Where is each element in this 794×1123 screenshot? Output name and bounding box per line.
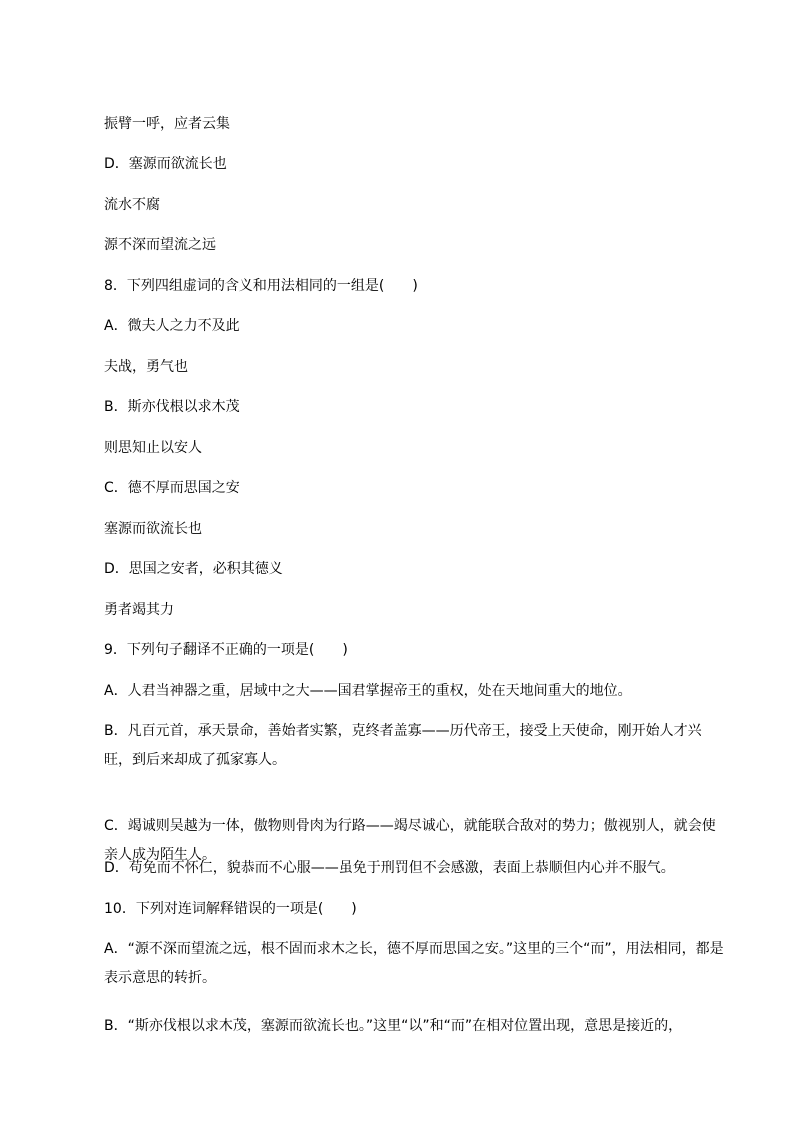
text-line: 塞源而欲流长也 bbox=[104, 521, 202, 537]
option-d: D．塞源而欲流长也 bbox=[104, 156, 227, 172]
question-10: 10．下列对连词解释错误的一项是( ) bbox=[104, 901, 357, 917]
option-d: D．思国之安者，必积其德义 bbox=[104, 561, 283, 577]
option-b: B．斯亦伐根以求木茂 bbox=[104, 399, 240, 415]
text-line: 源不深而望流之远 bbox=[104, 237, 216, 253]
option-a: A．微夫人之力不及此 bbox=[104, 318, 240, 334]
option-c: C．德不厚而思国之安 bbox=[104, 480, 240, 496]
question-9: 9．下列句子翻译不正确的一项是( ) bbox=[104, 642, 348, 658]
text-line: 振臂一呼，应者云集 bbox=[104, 116, 230, 132]
option-a: A．“源不深而望流之远，根不固而求木之长，德不厚而思国之安。”这里的三个“而”，用法相同，都是表示意思的转折。 bbox=[104, 941, 724, 986]
option-a: A．人君当神器之重，居域中之大——国君掌握帝王的重权，处在天地间重大的地位。 bbox=[104, 683, 632, 699]
text-line: 流水不腐 bbox=[104, 197, 160, 213]
question-8: 8．下列四组虚词的含义和用法相同的一组是( ) bbox=[104, 278, 418, 294]
option-c: C．竭诚则吴越为一体，傲物则骨肉为行路——竭尽诚心，就能联合敌对的势力；傲视别人，就会使亲人成为陌生人。 bbox=[104, 818, 716, 863]
option-d: D．苟免而不怀仁，貌恭而不心服——虽免于刑罚但不会感激，表面上恭顺但内心并不服气。 bbox=[104, 860, 675, 876]
text-line: 夫战，勇气也 bbox=[104, 359, 188, 375]
option-b: B．凡百元首，承天景命，善始者实繁，克终者盖寡——历代帝王，接受上天使命，刚开始人才兴旺，到后来却成了孤家寡人。 bbox=[104, 723, 702, 768]
option-b: B．“斯亦伐根以求木茂，塞源而欲流长也。”这里“以”和“而”在相对位置出现，意思是接近的， bbox=[104, 1018, 683, 1034]
text-line: 则思知止以安人 bbox=[104, 440, 202, 456]
text-line: 勇者竭其力 bbox=[104, 602, 174, 618]
